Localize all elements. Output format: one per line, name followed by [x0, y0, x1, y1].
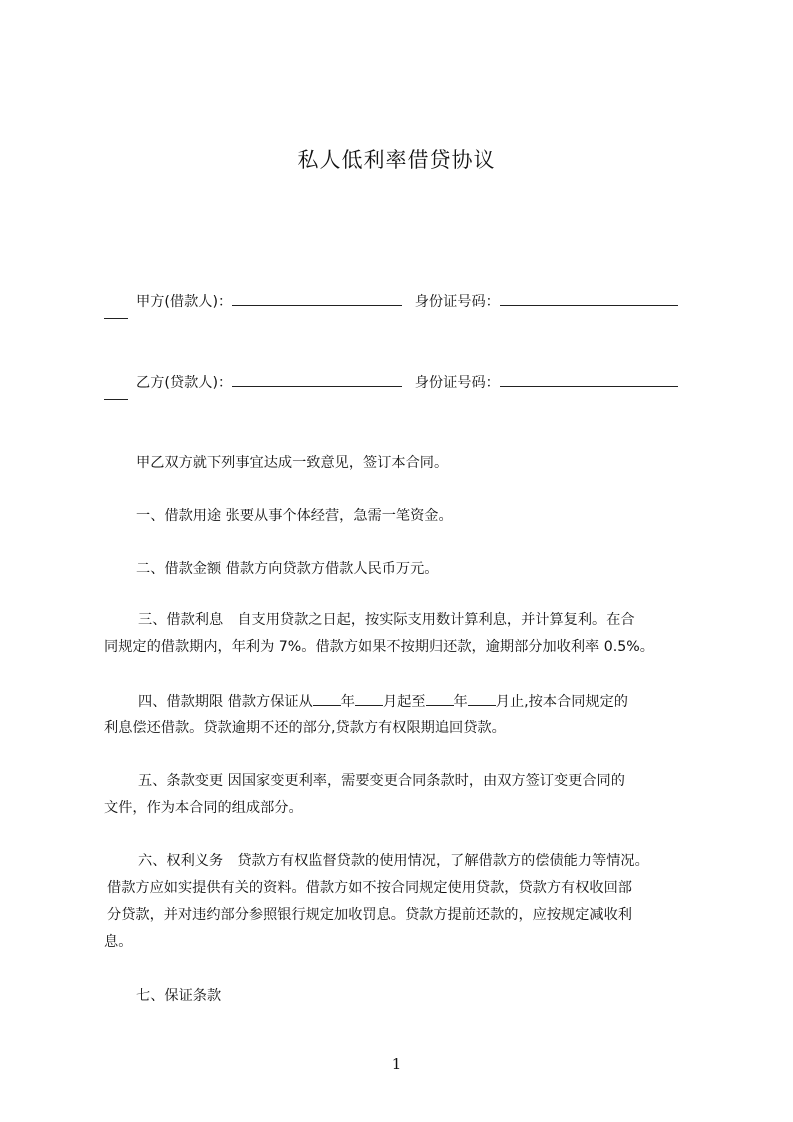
party-a-line: [136, 291, 704, 312]
intro-paragraph: 甲乙双方就下列事宜达成一致意见，签订本合同。: [136, 455, 449, 471]
document-title: 私人低利率借贷协议: [297, 148, 496, 172]
start-month-blank: [355, 691, 383, 706]
party-a-id-label: 身份证号码：: [414, 294, 500, 310]
party-b-id-label: 身份证号码：: [414, 375, 500, 391]
year-label-2: 年: [453, 694, 468, 710]
clause-5-line-2: 文件，作为本合同的组成部分。: [104, 800, 303, 816]
month-from-label: 月起至: [382, 694, 426, 710]
clause-1: 一、借款用途 张要从事个体经营，急需一笔资金。: [136, 508, 453, 524]
clause-4-line-1: [138, 691, 704, 712]
clause-4-line-2: 利息偿还借款。贷款逾期不还的部分,贷款方有权限期追回贷款。: [104, 720, 506, 736]
clause-3-line-1: 三、借款利息 自支用贷款之日起，按实际支用数计算利息，并计算复利。在合: [138, 612, 635, 628]
party-a-id-blank: [500, 291, 678, 306]
party-b-name-blank: [232, 372, 402, 387]
party-a-label: 甲方(借款人)：: [136, 294, 233, 310]
clause-3-line-2: 同规定的借款期内，年利为 7%。借款方如果不按期归还款，逾期部分加收利率 0.5%。: [104, 639, 654, 655]
party-a-id-blank-continued: [104, 318, 128, 319]
clause-7: 七、保证条款: [136, 988, 222, 1004]
clause-6-line-4: 息。: [104, 934, 133, 950]
party-a-name-blank: [232, 291, 402, 306]
clause-5-line-1: 五、条款变更 因国家变更利率，需要变更合同条款时，由双方签订变更合同的: [138, 773, 625, 789]
year-label-1: 年: [340, 694, 355, 710]
clause-2: 二、借款金额 借款方向贷款方借款人民币万元。: [136, 561, 439, 577]
party-b-id-blank-continued: [104, 399, 128, 400]
clause-6-line-1: 六、权利义务 贷款方有权监督贷款的使用情况，了解借款方的偿债能力等情况。: [138, 853, 649, 869]
party-b-label: 乙方(贷款人)：: [136, 375, 233, 391]
party-b-line: [136, 372, 704, 393]
page-number: 1: [391, 1055, 402, 1073]
clause-6-line-3: 分贷款，并对违约部分参照银行规定加收罚息。贷款方提前还款的，应按规定减收利: [107, 907, 632, 923]
party-b-id-blank: [500, 372, 678, 387]
clause-6-line-2: 借款方应如实提供有关的资料。借款方如不按合同规定使用贷款，贷款方有权收回部: [107, 880, 632, 896]
end-month-blank: [468, 691, 496, 706]
start-year-blank: [313, 691, 341, 706]
clause-4-start: 四、借款期限 借款方保证从: [138, 694, 313, 710]
end-year-blank: [426, 691, 454, 706]
month-to-label: 月止,按本合同规定的: [495, 694, 628, 710]
